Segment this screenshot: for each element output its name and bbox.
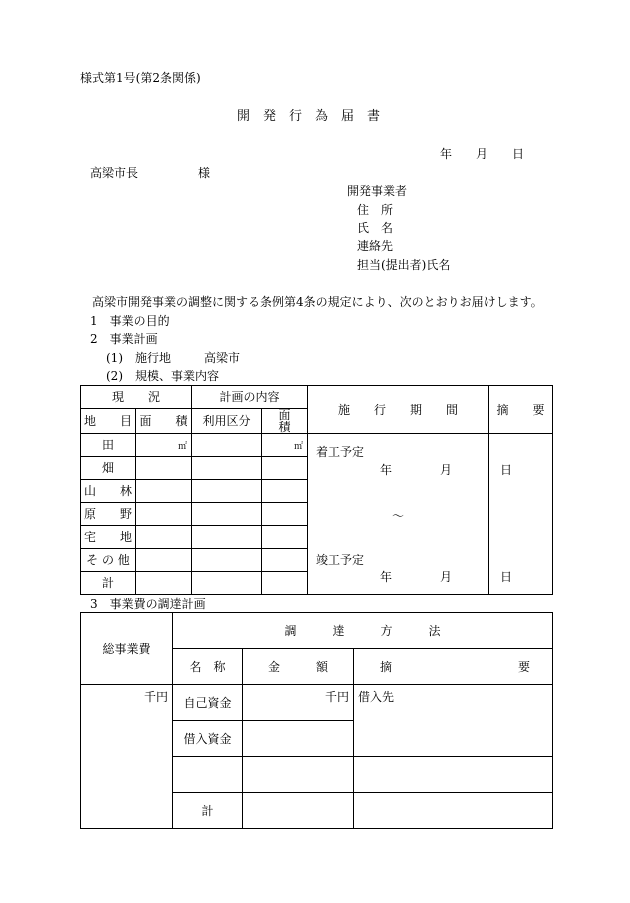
total-remarks-cell	[354, 793, 553, 829]
start-date: 年 月 日	[380, 463, 513, 477]
header-plan: 計画の内容	[192, 386, 308, 409]
lender-cell	[354, 685, 553, 757]
header-use-category: 利用区分	[192, 409, 262, 434]
end-label: 竣工予定	[316, 553, 365, 567]
section-3-heading: 3 事業費の調達計画	[90, 597, 206, 611]
area-cell	[136, 526, 192, 549]
page-title: 開 発 行 為 届 書	[237, 109, 381, 124]
use-cell	[192, 457, 262, 480]
area-cell	[136, 549, 192, 572]
date-line: 年 月 日	[440, 147, 525, 161]
plan-area-cell	[262, 503, 308, 526]
applicant-name-label: 氏 名	[357, 221, 394, 235]
header-total-cost: 総事業費	[81, 613, 173, 685]
intro-text: 高梁市開発事業の調整に関する条例第4条の規定により、次のとおりお届けします。	[92, 295, 543, 309]
unit-label: 千円	[324, 690, 349, 704]
funding-table	[80, 612, 553, 829]
area-cell	[136, 480, 192, 503]
period-cell	[308, 434, 513, 595]
own-funds-amount	[243, 685, 354, 721]
lender-label: 借入先	[358, 690, 395, 704]
section-2-heading: 2 事業計画	[90, 332, 158, 346]
header-name: 名 称	[173, 649, 243, 685]
plan-area-cell	[262, 526, 308, 549]
area-cell	[136, 572, 192, 595]
header-method: 調 達 方 法	[173, 613, 553, 649]
form-number: 様式第1号(第2条関係)	[80, 71, 201, 85]
applicant-contact-label: 連絡先	[357, 239, 394, 253]
plan-area-cell	[262, 572, 308, 595]
unit-label: ㎡	[178, 441, 188, 452]
addressee: 高梁市長 様	[90, 166, 211, 180]
period-tilde: ～	[392, 509, 405, 523]
unit-label: ㎡	[294, 441, 304, 452]
land-row-label: 畑	[81, 457, 136, 480]
header-remarks-left: 摘	[380, 660, 393, 674]
site-label: (1) 施行地	[106, 351, 171, 365]
scale-label: (2) 規模、事業内容	[106, 369, 219, 383]
borrowed-funds-amount	[243, 721, 354, 757]
header-remarks-right: 要	[518, 660, 531, 674]
start-label: 着工予定	[316, 445, 365, 459]
unit-label: 千円	[143, 690, 168, 704]
total-cost-cell	[81, 685, 173, 829]
blank-remarks-cell	[354, 757, 553, 793]
land-row-label: そ の 他	[81, 549, 136, 572]
header-amount: 金 額	[243, 649, 354, 685]
area-cell	[136, 457, 192, 480]
use-cell	[192, 572, 262, 595]
borrowed-funds-label: 借入資金	[173, 721, 243, 757]
total-label: 計	[173, 793, 243, 829]
use-cell	[192, 480, 262, 503]
total-amount-cell	[243, 793, 354, 829]
blank-name-cell	[173, 757, 243, 793]
header-period: 施 行 期 間	[308, 386, 489, 434]
plan-area-cell	[262, 549, 308, 572]
land-row-label: 宅 地	[81, 526, 136, 549]
land-row-label: 計	[81, 572, 136, 595]
plan-area-cell	[262, 457, 308, 480]
site-value: 高梁市	[204, 351, 241, 365]
header-plan-area: 面 積	[262, 409, 308, 434]
area-cell	[136, 434, 192, 457]
section-1-heading: 1 事業の目的	[90, 314, 170, 328]
header-area: 面 積	[136, 409, 192, 434]
blank-amount-cell	[243, 757, 354, 793]
header-remarks-cell	[354, 649, 553, 685]
header-remarks: 摘 要	[489, 386, 553, 434]
land-row-label: 原 野	[81, 503, 136, 526]
applicant-person-label: 担当(提出者)氏名	[357, 258, 451, 272]
use-cell	[192, 549, 262, 572]
own-funds-label: 自己資金	[173, 685, 243, 721]
end-date: 年 月 日	[380, 570, 513, 584]
plan-area-cell	[262, 434, 308, 457]
plan-area-cell	[262, 480, 308, 503]
applicant-address-label: 住 所	[357, 203, 394, 217]
use-cell	[192, 434, 262, 457]
scale-table	[80, 385, 553, 595]
applicant-heading: 開発事業者	[347, 184, 408, 198]
header-land-category: 地 目	[81, 409, 136, 434]
header-current: 現 況	[81, 386, 192, 409]
land-row-label: 田	[81, 434, 136, 457]
use-cell	[192, 526, 262, 549]
area-cell	[136, 503, 192, 526]
land-row-label: 山 林	[81, 480, 136, 503]
use-cell	[192, 503, 262, 526]
